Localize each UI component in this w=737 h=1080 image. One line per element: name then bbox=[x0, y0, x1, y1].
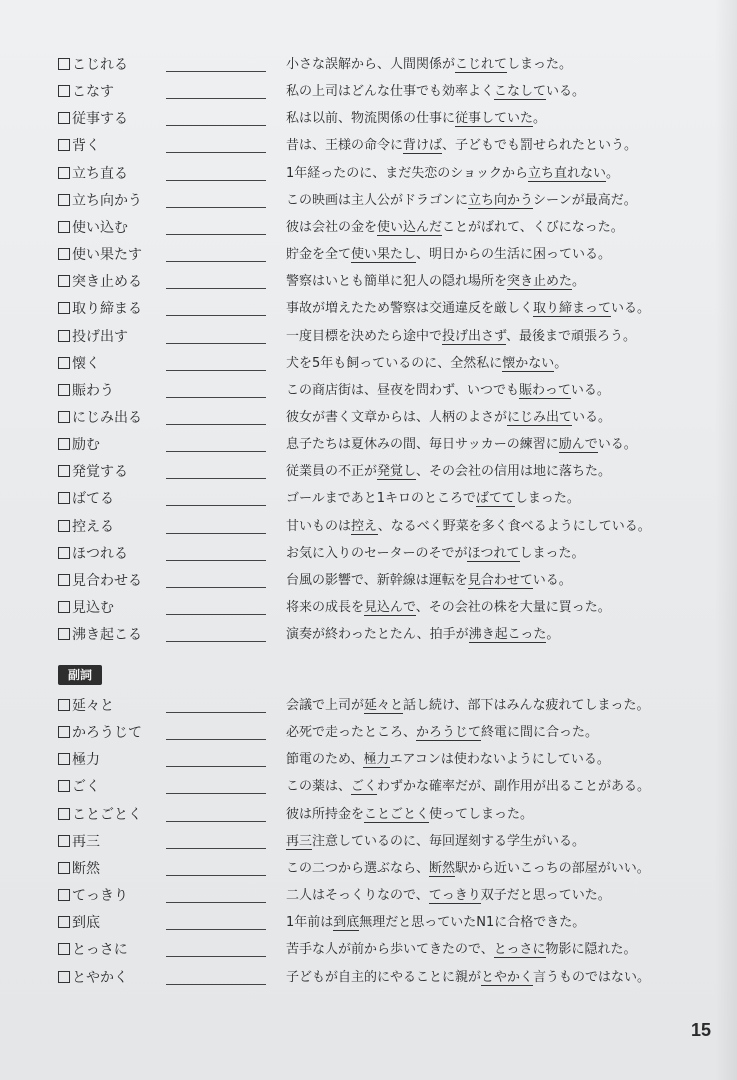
vocab-word-text: とっさに bbox=[72, 942, 128, 959]
sentence-after: 、最後まで頑張ろう。 bbox=[505, 328, 636, 344]
checkbox-icon[interactable] bbox=[58, 943, 70, 955]
vocab-word bbox=[58, 242, 142, 268]
sentence-highlight: こなして bbox=[494, 84, 547, 100]
vocab-word bbox=[58, 486, 114, 512]
checkbox-icon[interactable] bbox=[58, 574, 70, 586]
checkbox-icon[interactable] bbox=[58, 275, 70, 287]
vocab-row bbox=[58, 883, 718, 909]
answer-blank[interactable] bbox=[166, 98, 266, 99]
checkbox-icon[interactable] bbox=[58, 194, 70, 206]
vocab-word-text: ほつれる bbox=[72, 545, 128, 562]
answer-blank[interactable] bbox=[166, 315, 266, 316]
sentence-before: 一度目標を決めたら途中で bbox=[286, 328, 443, 344]
sentence-highlight: 見込んで bbox=[364, 600, 416, 615]
answer-blank[interactable] bbox=[166, 180, 266, 181]
sentence-highlight: 控え bbox=[351, 518, 378, 534]
example-sentence bbox=[286, 965, 650, 991]
vocab-row bbox=[58, 856, 718, 882]
vocab-word bbox=[58, 856, 100, 882]
example-sentence bbox=[286, 486, 580, 512]
sentence-before: この薬は、 bbox=[286, 779, 352, 795]
vocab-row bbox=[58, 269, 718, 295]
vocab-row bbox=[58, 774, 718, 800]
vocab-row bbox=[58, 910, 718, 936]
sentence-highlight: 延々と bbox=[364, 698, 404, 713]
checkbox-icon[interactable] bbox=[58, 58, 70, 70]
vocab-word-text: にじみ出る bbox=[72, 409, 142, 426]
sentence-before: 苦手な人が前から歩いてきたので、 bbox=[286, 942, 494, 958]
sentence-after: 、なるべく野菜を多く食べるようにしている。 bbox=[377, 518, 651, 534]
vocab-row bbox=[58, 133, 718, 159]
example-sentence bbox=[286, 52, 572, 78]
vocab-word-text: 励む bbox=[72, 437, 100, 454]
checkbox-icon[interactable] bbox=[58, 167, 70, 179]
sentence-highlight: てっきり bbox=[428, 888, 481, 904]
vocab-word-text: かろうじて bbox=[72, 725, 142, 742]
vocab-word-text: 取り締まる bbox=[72, 301, 142, 318]
sentence-after: 。 bbox=[546, 627, 560, 643]
sentence-highlight: にじみ出て bbox=[507, 409, 573, 425]
sentence-after: 、その会社の信用は地に落ちた。 bbox=[416, 464, 612, 480]
vocab-word bbox=[58, 829, 100, 855]
example-sentence bbox=[286, 720, 598, 746]
vocab-row bbox=[58, 568, 718, 594]
sentence-after: いる。 bbox=[546, 84, 586, 100]
vocab-word bbox=[58, 774, 100, 800]
sentence-after: ことがばれて、くびになった。 bbox=[442, 219, 624, 235]
sentence-before: 昔は、王様の命令に bbox=[286, 138, 404, 154]
sentence-after: わずかな確率だが、副作用が出ることがある。 bbox=[377, 779, 651, 795]
sentence-highlight: ごく bbox=[351, 779, 378, 795]
vocab-word bbox=[58, 269, 142, 295]
checkbox-icon[interactable] bbox=[58, 357, 70, 369]
sentence-after: シーンが最高だ。 bbox=[533, 192, 637, 208]
sentence-highlight: 投げ出さず bbox=[442, 328, 506, 344]
answer-blank[interactable] bbox=[166, 505, 266, 506]
sentence-before: 二人はそっくりなので、 bbox=[286, 888, 429, 904]
vocab-word-text: 背く bbox=[72, 138, 100, 155]
vocab-row bbox=[58, 459, 718, 485]
checkbox-icon[interactable] bbox=[58, 601, 70, 613]
vocab-word-text: こじれる bbox=[72, 57, 128, 73]
vocab-word-text: ごく bbox=[72, 779, 100, 796]
answer-blank[interactable] bbox=[166, 614, 266, 615]
sentence-highlight: ばてて bbox=[475, 491, 515, 507]
sentence-highlight: 賑わって bbox=[518, 382, 571, 398]
example-sentence bbox=[286, 747, 610, 773]
vocab-word bbox=[58, 405, 142, 431]
vocab-row bbox=[58, 595, 718, 621]
vocab-word-text: 使い果たす bbox=[72, 247, 142, 264]
sentence-before: 犬を5年も飼っているのに、全然私に bbox=[286, 355, 503, 371]
vocab-row bbox=[58, 296, 718, 322]
example-sentence bbox=[286, 269, 585, 295]
vocab-word bbox=[58, 622, 142, 648]
example-sentence bbox=[286, 378, 610, 404]
sentence-before: この二つから選ぶなら、 bbox=[286, 860, 430, 876]
sentence-highlight: 取り締まって bbox=[533, 301, 612, 317]
vocab-word bbox=[58, 133, 100, 159]
vocab-row bbox=[58, 324, 718, 350]
vocab-word-text: 断然 bbox=[72, 860, 100, 877]
vocab-word bbox=[58, 188, 142, 214]
checkbox-icon[interactable] bbox=[58, 889, 70, 901]
sentence-before: 私の上司はどんな仕事でも効率よく bbox=[286, 84, 495, 100]
vocab-word bbox=[58, 106, 128, 132]
checkbox-icon[interactable] bbox=[58, 384, 70, 396]
vocab-word bbox=[58, 910, 100, 936]
example-sentence bbox=[286, 296, 650, 322]
vocab-word bbox=[58, 79, 114, 105]
sentence-after: 、子どもでも罰せられたという。 bbox=[442, 138, 638, 154]
vocab-word-text: 立ち直る bbox=[72, 165, 128, 182]
vocab-word bbox=[58, 883, 128, 909]
answer-blank[interactable] bbox=[166, 929, 266, 930]
vocab-word-text: 見込む bbox=[72, 600, 114, 616]
sentence-before: 将来の成長を bbox=[286, 600, 365, 615]
vocab-word bbox=[58, 965, 128, 991]
sentence-before: 従業員の不正が bbox=[286, 464, 378, 480]
answer-blank[interactable] bbox=[166, 71, 266, 72]
sentence-after: 無理だと思っていたN1に合格できた。 bbox=[359, 915, 586, 931]
sentence-highlight: 従事していた bbox=[455, 111, 534, 127]
checkbox-icon[interactable] bbox=[58, 726, 70, 738]
vocab-row bbox=[58, 693, 718, 719]
example-sentence bbox=[286, 568, 572, 594]
sentence-highlight: 使い果たし bbox=[351, 247, 417, 263]
checkbox-icon[interactable] bbox=[58, 971, 70, 983]
checkbox-icon[interactable] bbox=[58, 465, 70, 477]
vocab-word-text: 延々と bbox=[72, 698, 114, 714]
example-sentence bbox=[286, 188, 637, 214]
vocab-word-text: ことごとく bbox=[72, 806, 142, 823]
checkbox-icon[interactable] bbox=[58, 112, 70, 124]
sentence-after: 注意しているのに、毎回遅刻する学生がいる。 bbox=[312, 833, 586, 849]
sentence-highlight: こじれて bbox=[455, 57, 508, 72]
sentence-before: 必死で走ったところ、 bbox=[286, 725, 417, 741]
vocab-word bbox=[58, 747, 100, 773]
vocab-word-text: ばてる bbox=[72, 491, 114, 508]
answer-blank[interactable] bbox=[166, 793, 266, 794]
sentence-highlight: ことごとく bbox=[364, 806, 430, 822]
example-sentence bbox=[286, 405, 611, 431]
vocab-row bbox=[58, 188, 718, 214]
example-sentence bbox=[286, 106, 546, 132]
sentence-after: 。 bbox=[554, 355, 568, 371]
vocab-word-text: 控える bbox=[72, 518, 114, 535]
sentence-after: 。 bbox=[606, 165, 620, 181]
answer-blank[interactable] bbox=[166, 641, 266, 642]
sentence-highlight: 極力 bbox=[363, 752, 390, 768]
vocab-row bbox=[58, 829, 718, 855]
vocab-row bbox=[58, 52, 718, 78]
vocab-word bbox=[58, 215, 128, 241]
vocab-row bbox=[58, 486, 718, 512]
vocab-row bbox=[58, 351, 718, 377]
sentence-highlight: とっさに bbox=[493, 942, 546, 958]
sentence-after: いる。 bbox=[597, 437, 637, 453]
sentence-before: 貯金を全て bbox=[286, 247, 352, 263]
sentence-before: 甘いものは bbox=[286, 518, 352, 534]
example-sentence bbox=[286, 541, 585, 567]
vocab-word-text: 従事する bbox=[72, 111, 128, 128]
example-sentence bbox=[286, 459, 611, 485]
answer-blank[interactable] bbox=[166, 451, 266, 452]
sentence-highlight: 突き止めた bbox=[507, 274, 573, 290]
sentence-before: 私は以前、物流関係の仕事に bbox=[286, 111, 456, 127]
vocab-word bbox=[58, 937, 128, 963]
sentence-after: 。 bbox=[533, 111, 547, 127]
vocab-row bbox=[58, 541, 718, 567]
vocab-word bbox=[58, 378, 114, 404]
vocab-word bbox=[58, 568, 142, 594]
answer-blank[interactable] bbox=[166, 739, 266, 740]
example-sentence bbox=[286, 79, 585, 105]
checkbox-icon[interactable] bbox=[58, 411, 70, 423]
checkbox-icon[interactable] bbox=[58, 780, 70, 792]
sentence-before: 彼は所持金を bbox=[286, 806, 365, 822]
example-sentence bbox=[286, 937, 637, 963]
example-sentence bbox=[286, 514, 651, 540]
vocab-word-text: 極力 bbox=[72, 752, 100, 769]
example-sentence bbox=[286, 883, 611, 909]
checkbox-icon[interactable] bbox=[58, 302, 70, 314]
answer-blank[interactable] bbox=[166, 875, 266, 876]
vocab-word-text: こなす bbox=[72, 84, 114, 101]
checkbox-icon[interactable] bbox=[58, 248, 70, 260]
sentence-highlight: 到底 bbox=[333, 915, 360, 931]
answer-blank[interactable] bbox=[166, 821, 266, 822]
vocab-row bbox=[58, 720, 718, 746]
vocab-word bbox=[58, 324, 128, 350]
example-sentence bbox=[286, 432, 637, 458]
checkbox-icon[interactable] bbox=[58, 862, 70, 874]
vocab-word bbox=[58, 161, 128, 187]
answer-blank[interactable] bbox=[166, 397, 266, 398]
answer-blank[interactable] bbox=[166, 712, 266, 713]
sentence-highlight: かろうじて bbox=[416, 725, 482, 741]
vocab-row bbox=[58, 79, 718, 105]
sentence-highlight: 沸き起こった bbox=[468, 627, 547, 643]
sentence-before: 台風の影響で、新幹線は運転を bbox=[286, 572, 468, 588]
sentence-after: いる。 bbox=[572, 409, 612, 425]
checkbox-icon[interactable] bbox=[58, 835, 70, 847]
section-label-adverbs: 副詞 bbox=[58, 665, 102, 685]
sentence-after: しまった。 bbox=[519, 545, 585, 561]
sentence-highlight: 断然 bbox=[429, 860, 456, 876]
vocab-word-text: 見合わせる bbox=[72, 572, 142, 589]
example-sentence bbox=[286, 133, 637, 159]
checkbox-icon[interactable] bbox=[58, 808, 70, 820]
page-number: 15 bbox=[690, 1020, 711, 1040]
vocab-word bbox=[58, 296, 142, 322]
vocab-word-text: 再三 bbox=[72, 833, 100, 850]
sentence-after: 双子だと思っていた。 bbox=[480, 888, 611, 904]
sentence-after: 物影に隠れた。 bbox=[545, 942, 637, 958]
sentence-before: 警察はいとも簡単に犯人の隠れ場所を bbox=[286, 274, 508, 290]
vocab-row bbox=[58, 514, 718, 540]
answer-blank[interactable] bbox=[166, 343, 266, 344]
vocab-word bbox=[58, 541, 128, 567]
checkbox-icon[interactable] bbox=[58, 547, 70, 559]
vocab-word bbox=[58, 514, 114, 540]
example-sentence bbox=[286, 774, 650, 800]
sentence-before: 会議で上司が bbox=[286, 698, 365, 713]
answer-blank[interactable] bbox=[166, 533, 266, 534]
vocab-word bbox=[58, 351, 100, 377]
sentence-highlight: 立ち向かう bbox=[468, 192, 534, 208]
sentence-after: 。 bbox=[572, 274, 586, 290]
answer-blank[interactable] bbox=[166, 424, 266, 425]
sentence-before: ゴールまであと1キロのところで bbox=[286, 491, 476, 507]
example-sentence bbox=[286, 215, 624, 241]
checkbox-icon[interactable] bbox=[58, 916, 70, 928]
vocab-word-text: 投げ出す bbox=[72, 328, 128, 345]
checkbox-icon[interactable] bbox=[58, 492, 70, 504]
sentence-before: 小さな誤解から、人間関係が bbox=[286, 57, 456, 72]
answer-blank[interactable] bbox=[166, 261, 266, 262]
checkbox-icon[interactable] bbox=[58, 330, 70, 342]
answer-blank[interactable] bbox=[166, 370, 266, 371]
sentence-before: 息子たちは夏休みの間、毎日サッカーの練習に bbox=[286, 437, 559, 453]
sentence-highlight: 立ち直れない bbox=[528, 165, 607, 181]
sentence-highlight: 見合わせて bbox=[467, 572, 533, 588]
vocab-word bbox=[58, 432, 100, 458]
sentence-before: 演奏が終わったとたん、拍手が bbox=[286, 627, 469, 643]
vocab-row bbox=[58, 937, 718, 963]
example-sentence bbox=[286, 242, 611, 268]
sentence-before: 1年経ったのに、まだ失恋のショックから bbox=[286, 165, 529, 181]
sentence-highlight: ほつれて bbox=[467, 545, 520, 561]
vocab-row bbox=[58, 747, 718, 773]
vocab-row bbox=[58, 432, 718, 458]
vocab-row bbox=[58, 161, 718, 187]
checkbox-icon[interactable] bbox=[58, 85, 70, 97]
example-sentence bbox=[286, 324, 636, 350]
answer-blank[interactable] bbox=[166, 234, 266, 235]
sentence-after: 話し続け、部下はみんな疲れてしまった。 bbox=[403, 698, 650, 713]
vocab-word-text: 突き止める bbox=[72, 274, 142, 291]
example-sentence bbox=[286, 829, 585, 855]
sentence-before: 子どもが自主的にやることに親が bbox=[286, 969, 482, 985]
answer-blank[interactable] bbox=[166, 956, 266, 957]
sentence-before: 1年前は bbox=[286, 915, 334, 931]
answer-blank[interactable] bbox=[166, 125, 266, 126]
checkbox-icon[interactable] bbox=[58, 438, 70, 450]
vocab-word bbox=[58, 802, 142, 828]
page-edge-shadow bbox=[715, 0, 737, 1080]
answer-blank[interactable] bbox=[166, 902, 266, 903]
sentence-after: いる。 bbox=[611, 301, 651, 317]
sentence-after: 言うものではない。 bbox=[533, 969, 651, 985]
checkbox-icon[interactable] bbox=[58, 699, 70, 711]
sentence-after: 終電に間に合った。 bbox=[481, 725, 599, 741]
answer-blank[interactable] bbox=[166, 984, 266, 985]
checkbox-icon[interactable] bbox=[58, 221, 70, 233]
sentence-after: 、その会社の株を大量に買った。 bbox=[415, 600, 611, 615]
sentence-highlight: とやかく bbox=[481, 969, 534, 985]
vocab-row bbox=[58, 106, 718, 132]
answer-blank[interactable] bbox=[166, 478, 266, 479]
sentence-after: 使ってしまった。 bbox=[429, 806, 534, 822]
sentence-before: 彼は会社の金を bbox=[286, 219, 378, 235]
sentence-after: エアコンは使わないようにしている。 bbox=[389, 752, 610, 768]
checkbox-icon[interactable] bbox=[58, 628, 70, 640]
vocab-word-text: 立ち向かう bbox=[72, 192, 142, 209]
vocab-word bbox=[58, 459, 128, 485]
vocab-word-text: 使い込む bbox=[72, 219, 128, 236]
sentence-before: 事故が増えたため警察は交通違反を厳しく bbox=[286, 301, 534, 317]
sentence-highlight: 再三 bbox=[286, 833, 313, 849]
vocab-word bbox=[58, 720, 142, 746]
sentence-after: しまった。 bbox=[507, 57, 573, 72]
sentence-highlight: 発覚し bbox=[377, 464, 417, 480]
vocab-word-text: てっきり bbox=[72, 888, 128, 905]
sentence-after: 駅から近いこっちの部屋がいい。 bbox=[455, 860, 650, 876]
sentence-after: いる。 bbox=[570, 382, 610, 398]
vocab-row bbox=[58, 215, 718, 241]
answer-blank[interactable] bbox=[166, 207, 266, 208]
vocab-word bbox=[58, 595, 114, 621]
example-sentence bbox=[286, 351, 567, 377]
example-sentence bbox=[286, 856, 650, 882]
vocab-word-text: 発覚する bbox=[72, 464, 128, 481]
vocab-row bbox=[58, 965, 718, 991]
answer-blank[interactable] bbox=[166, 766, 266, 767]
sentence-highlight: 懐かない bbox=[502, 355, 555, 371]
vocab-row bbox=[58, 405, 718, 431]
example-sentence bbox=[286, 693, 650, 719]
example-sentence bbox=[286, 910, 585, 936]
answer-blank[interactable] bbox=[166, 848, 266, 849]
vocab-word-text: 懐く bbox=[72, 355, 100, 372]
vocab-word-text: 賑わう bbox=[72, 382, 114, 399]
answer-blank[interactable] bbox=[166, 587, 266, 588]
sentence-after: いる。 bbox=[532, 572, 572, 588]
vocab-word bbox=[58, 52, 128, 78]
vocab-word bbox=[58, 693, 114, 719]
vocab-word-text: とやかく bbox=[72, 969, 128, 986]
vocab-word-text: 到底 bbox=[72, 915, 100, 932]
vocab-row bbox=[58, 622, 718, 648]
sentence-after: 、明日からの生活に困っている。 bbox=[416, 247, 612, 263]
sentence-before: この商店街は、昼夜を問わず、いつでも bbox=[286, 382, 519, 398]
example-sentence bbox=[286, 595, 611, 621]
vocab-row bbox=[58, 802, 718, 828]
sentence-after: しまった。 bbox=[514, 491, 580, 507]
checkbox-icon[interactable] bbox=[58, 753, 70, 765]
example-sentence bbox=[286, 622, 559, 648]
sentence-before: 節電のため、 bbox=[286, 752, 364, 768]
vocab-row bbox=[58, 242, 718, 268]
checkbox-icon[interactable] bbox=[58, 139, 70, 151]
sentence-before: 彼女が書く文章からは、人柄のよさが bbox=[286, 409, 508, 425]
sentence-before: お気に入りのセーターのそでが bbox=[286, 545, 468, 561]
answer-blank[interactable] bbox=[166, 560, 266, 561]
sentence-highlight: 励んで bbox=[558, 437, 598, 453]
sentence-highlight: 背けば bbox=[403, 138, 443, 154]
sentence-before: この映画は主人公がドラゴンに bbox=[286, 192, 469, 208]
vocab-row bbox=[58, 378, 718, 404]
answer-blank[interactable] bbox=[166, 152, 266, 153]
answer-blank[interactable] bbox=[166, 288, 266, 289]
sentence-highlight: 使い込んだ bbox=[377, 219, 443, 235]
example-sentence bbox=[286, 161, 619, 187]
vocab-word-text: 沸き起こる bbox=[72, 627, 142, 644]
example-sentence bbox=[286, 802, 533, 828]
checkbox-icon[interactable] bbox=[58, 520, 70, 532]
